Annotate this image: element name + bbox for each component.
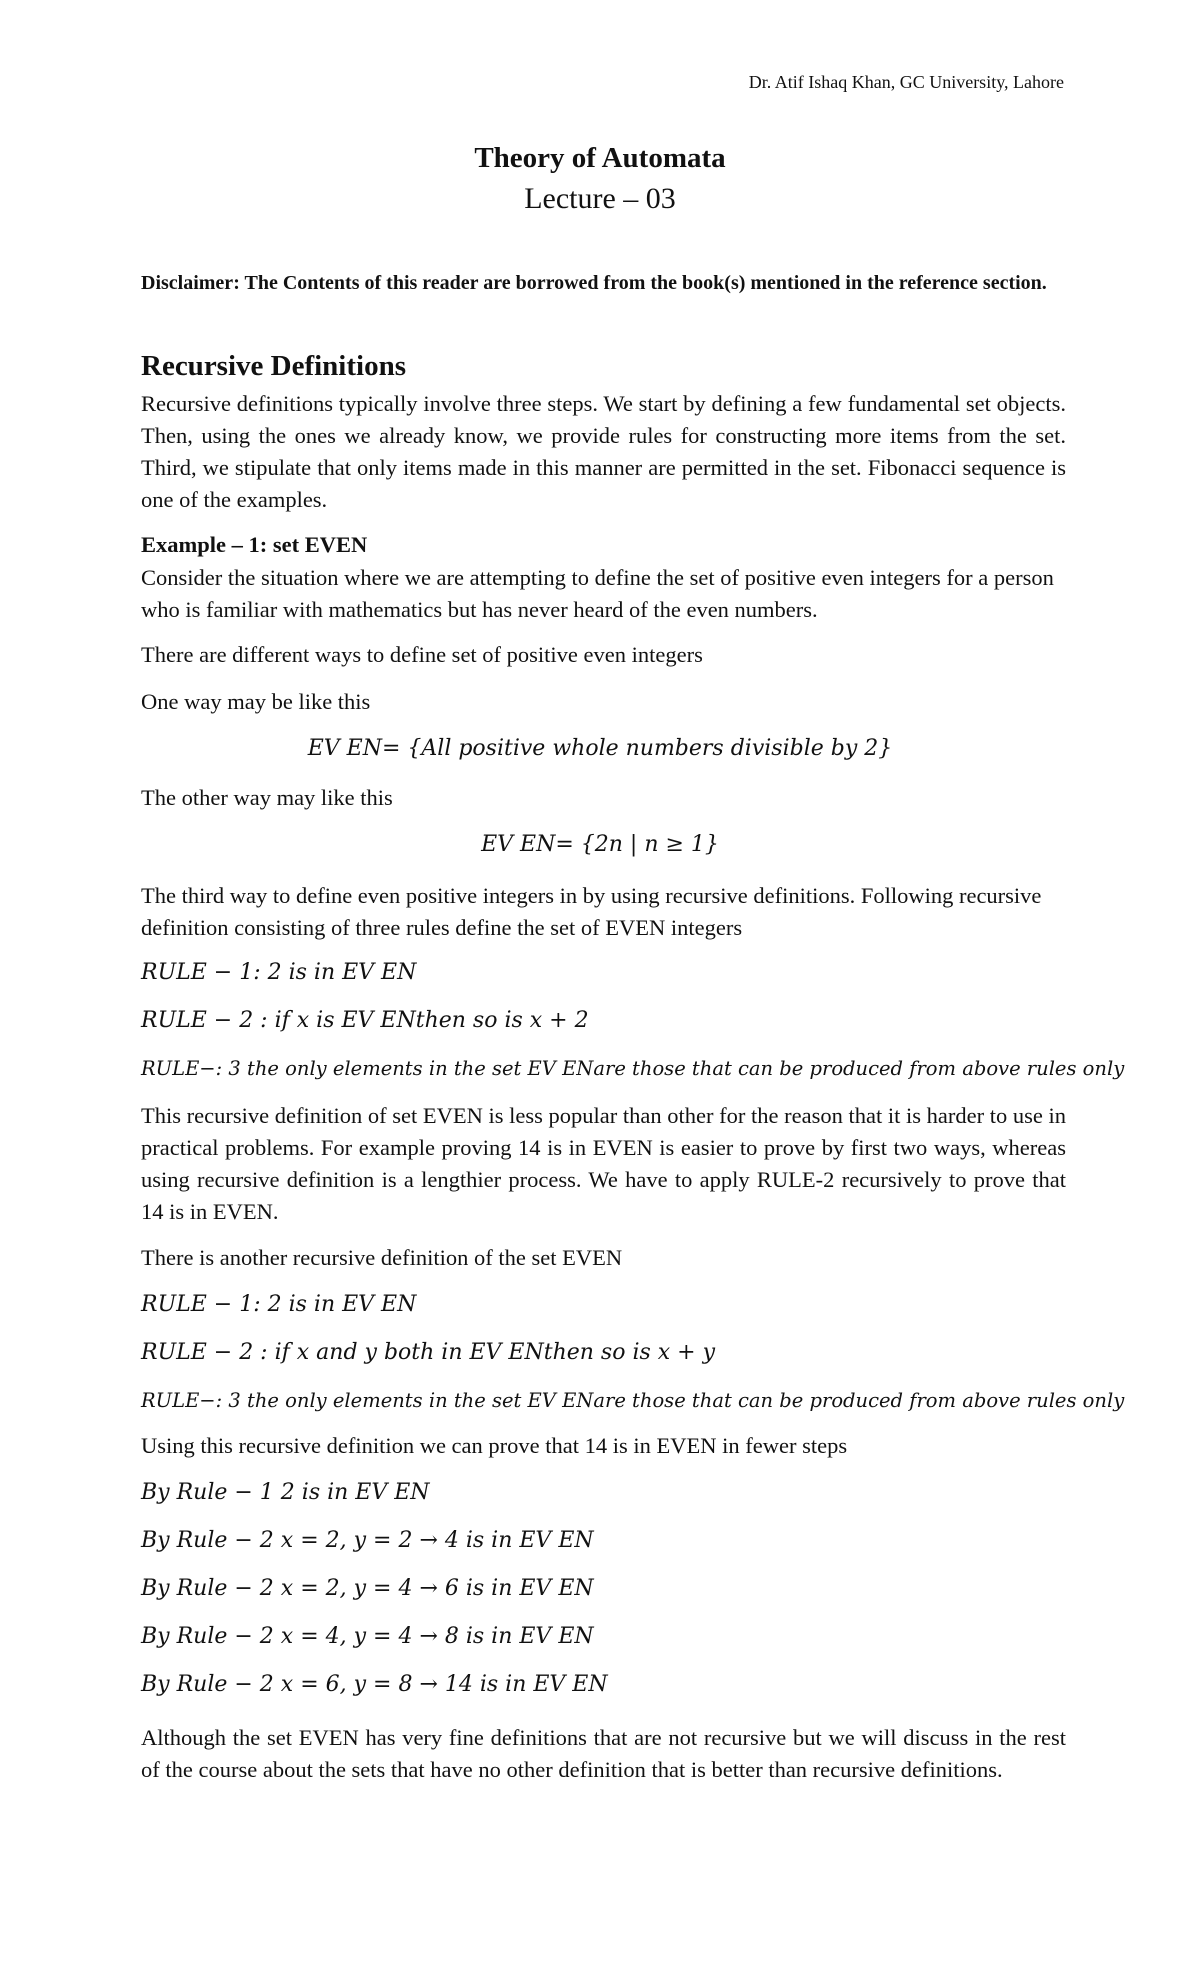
definition-2: EV EN= {2n | n ≥ 1}: [481, 832, 719, 857]
disclaimer: Disclaimer: The Contents of this reader are borrowed from the book(s) mentioned in the reference section.: [141, 272, 1047, 294]
author-affiliation: Dr. Atif Ishaq Khan, GC University, Lahore: [748, 72, 1064, 92]
definition-1: EV EN= {All positive whole numbers divisible by 2}: [307, 736, 893, 761]
proof-step: By Rule − 2 x = 4, y = 4 → 8 is in EV EN: [141, 1624, 594, 1649]
rule-line: RULE − 2 : if x is EV ENthen so is x + 2: [141, 1008, 589, 1033]
rule-line: RULE−: 3 the only elements in the set EV ENare those that can be produced from above rules only: [141, 1057, 1125, 1080]
intro-paragraph: Recursive definitions typically involve three steps. We start by defining a few fundamental set objects. Then, using the ones we already know, we provide rules for constructing more items from the set. Third, we stipulate that only items made in this manner are permitted in the set. Fibonacci sequence is one of the examples.: [141, 391, 1066, 512]
closing-paragraph: Although the set EVEN has very fine definitions that are not recursive but we will discuss in the rest of the course about the sets that have no other definition that is better than recursive definitions.: [141, 1725, 1066, 1782]
rule-line: RULE−: 3 the only elements in the set EV ENare those that can be produced from above rules only: [141, 1389, 1125, 1412]
example-paragraph-5: The third way to define even positive integers in by using recursive definitions. Following recursive definition consisting of three rules define the set of EVEN integers: [141, 883, 1042, 940]
proof-step: By Rule − 2 x = 6, y = 8 → 14 is in EV EN: [141, 1672, 608, 1697]
example-paragraph-7: There is another recursive definition of the set EVEN: [141, 1245, 623, 1270]
proof-step: By Rule − 1 2 is in EV EN: [141, 1480, 430, 1505]
example-paragraph-6: This recursive definition of set EVEN is less popular than other for the reason that it is harder to use in practical problems. For example proving 14 is in EVEN is easier to prove by first two ways, whereas using recursive definition is a lengthier process. We have to apply RULE-2 recursively to prove that 14 is in EVEN.: [141, 1103, 1066, 1224]
document-title: Theory of Automata: [474, 142, 726, 174]
example-paragraph-8: Using this recursive definition we can prove that 14 is in EVEN in fewer steps: [141, 1433, 848, 1458]
example-heading: Example – 1: set EVEN: [141, 532, 368, 557]
example-paragraph-4: The other way may like this: [141, 785, 393, 810]
example-paragraph-3: One way may be like this: [141, 689, 371, 714]
section-heading: Recursive Definitions: [141, 350, 406, 382]
rule-line: RULE − 1: 2 is in EV EN: [141, 1292, 417, 1317]
example-paragraph-2: There are different ways to define set of positive even integers: [141, 642, 703, 667]
proof-step: By Rule − 2 x = 2, y = 4 → 6 is in EV EN: [141, 1576, 594, 1601]
rule-line: RULE − 2 : if x and y both in EV ENthen so is x + y: [141, 1340, 716, 1365]
rule-line: RULE − 1: 2 is in EV EN: [141, 960, 417, 985]
proof-step: By Rule − 2 x = 2, y = 2 → 4 is in EV EN: [141, 1528, 594, 1553]
example-paragraph-1: Consider the situation where we are attempting to define the set of positive even integers for a person who is familiar with mathematics but has never heard of the even numbers.: [141, 565, 1054, 622]
lecture-number: Lecture – 03: [524, 182, 676, 215]
